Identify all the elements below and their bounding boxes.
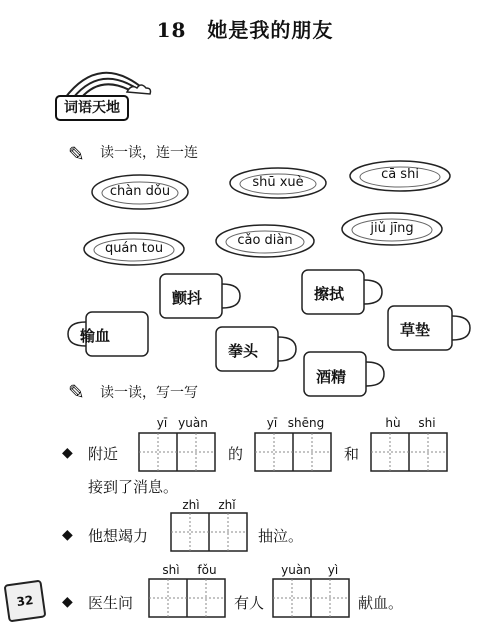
sentence1-connector: 和 xyxy=(344,445,360,463)
cup-word-4[interactable]: 草垫 xyxy=(400,321,431,339)
sentence2-before: 他想竭力 xyxy=(88,527,149,545)
sentence3-after: 献血。 xyxy=(358,594,404,612)
plate-pinyin-3[interactable]: cā shi xyxy=(381,167,419,182)
pinyin-label: zhì xyxy=(182,498,200,512)
pen-icon: ✎ xyxy=(68,380,85,404)
cup-word-2[interactable]: 擦拭 xyxy=(314,285,345,303)
sentence3-before: 医生问 xyxy=(88,594,134,612)
pinyin-label: zhǐ xyxy=(218,498,236,512)
pinyin-label: fǒu xyxy=(197,563,217,577)
writing-grid[interactable] xyxy=(138,432,216,472)
writing-grid[interactable] xyxy=(170,512,248,552)
page-title: 18 她是我的朋友 xyxy=(156,18,334,42)
writing-grid[interactable] xyxy=(254,432,332,472)
sentence1-middle: 的 xyxy=(228,445,244,463)
plate-pinyin-5[interactable]: cǎo diàn xyxy=(237,233,293,248)
pinyin-label: hù xyxy=(385,416,401,430)
rainbow-cloud-icon xyxy=(55,60,155,100)
section-label: 词语天地 xyxy=(55,95,129,121)
plate-pinyin-2[interactable]: shū xuè xyxy=(252,175,304,190)
sentence3-middle: 有人 xyxy=(234,594,265,612)
pen-icon: ✎ xyxy=(68,142,85,166)
page-number: 32 xyxy=(4,580,47,623)
sentence1-before: 附近 xyxy=(88,445,119,463)
exercise1-instruction: 读一读，连一连 xyxy=(100,145,198,161)
diamond-icon: ◆ xyxy=(62,527,73,543)
pinyin-label: yī xyxy=(266,416,278,430)
pinyin-label: shēng xyxy=(287,416,325,430)
plate-pinyin-6[interactable]: jiǔ jīng xyxy=(370,221,414,236)
pinyin-label: shì xyxy=(162,563,180,577)
pinyin-label: yī xyxy=(156,416,168,430)
sentence2-after: 抽泣。 xyxy=(258,527,304,545)
pinyin-label: yì xyxy=(327,563,339,577)
plate-pinyin-1[interactable]: chàn dǒu xyxy=(109,184,171,199)
diamond-icon: ◆ xyxy=(62,445,73,461)
cup-word-5[interactable]: 拳头 xyxy=(228,342,259,360)
writing-grid[interactable] xyxy=(148,578,226,618)
cup-word-1[interactable]: 颤抖 xyxy=(172,289,203,307)
diamond-icon: ◆ xyxy=(62,594,73,610)
pinyin-label: yuàn xyxy=(281,563,311,577)
pinyin-label: shi xyxy=(418,416,436,430)
sentence1-continuation: 接到了消息。 xyxy=(88,478,179,496)
pinyin-label: yuàn xyxy=(178,416,208,430)
writing-grid[interactable] xyxy=(272,578,350,618)
cup-word-6[interactable]: 酒精 xyxy=(316,368,347,386)
cup-word-3[interactable]: 输血 xyxy=(80,327,111,345)
writing-grid[interactable] xyxy=(370,432,448,472)
plate-pinyin-4[interactable]: quán tou xyxy=(104,241,164,256)
exercise2-instruction: 读一读，写一写 xyxy=(100,385,198,401)
